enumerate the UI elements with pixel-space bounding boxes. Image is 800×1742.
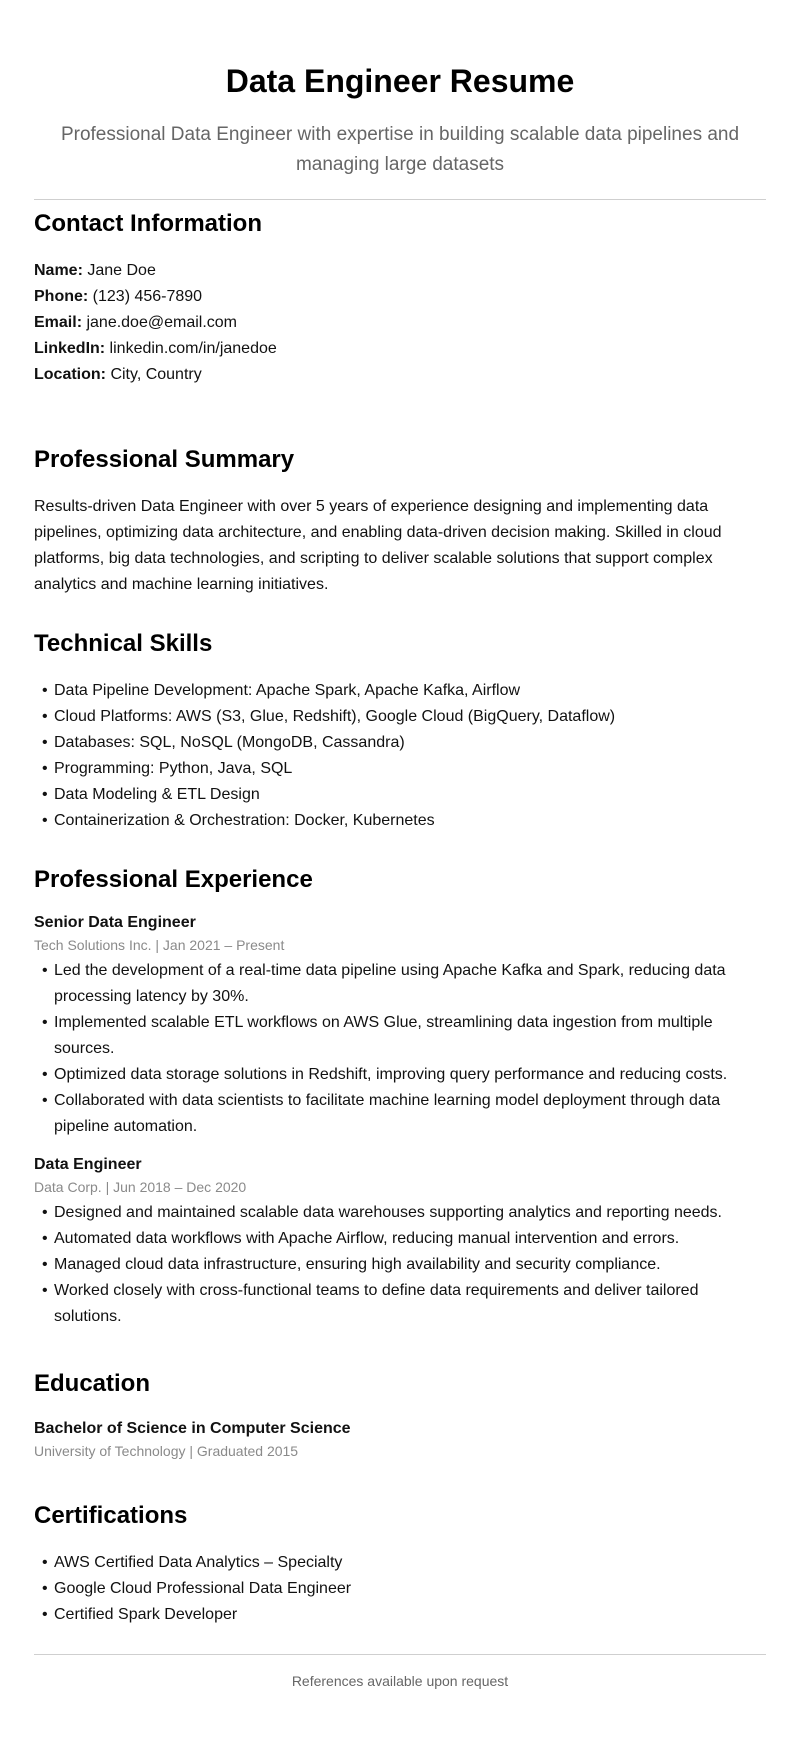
resume-footer	[34, 1654, 766, 1689]
certification-item: • Certified Spark Developer	[34, 1602, 764, 1628]
experience-heading: Professional Experience	[34, 866, 313, 893]
skill-item: • Programming: Python, Java, SQL	[34, 756, 764, 782]
contact-label: LinkedIn:	[34, 340, 106, 357]
contact-value: Jane Doe	[82, 262, 156, 279]
skills-list	[34, 678, 766, 834]
job-bullet: • Collaborated with data scientists to facilitate machine learning model deployment through data pipeline automation.	[34, 1088, 764, 1140]
skill-item: • Data Pipeline Development: Apache Spark, Apache Kafka, Airflow	[34, 678, 764, 704]
contact-value: (123) 456-7890	[88, 288, 203, 305]
skills-section	[34, 630, 766, 834]
job-meta: Data Corp. | Jun 2018 – Dec 2020	[34, 1179, 247, 1195]
contact-item-name	[34, 258, 766, 284]
summary-heading: Professional Summary	[34, 446, 295, 473]
education-section	[34, 1370, 766, 1462]
job-bullet: • Led the development of a real-time data pipeline using Apache Kafka and Spark, reducing data processing latency by 30%.	[34, 958, 764, 1010]
contact-section	[34, 210, 766, 388]
job-bullet: • Managed cloud data infrastructure, ensuring high availability and security compliance.	[34, 1252, 764, 1278]
skills-heading: Technical Skills	[34, 630, 213, 657]
job-bullet: • Automated data workflows with Apache Airflow, reducing manual intervention and errors.	[34, 1226, 764, 1252]
certification-item: • Google Cloud Professional Data Engineer	[34, 1576, 764, 1602]
education-meta: University of Technology | Graduated 2015	[34, 1443, 299, 1459]
summary-text: Results-driven Data Engineer with over 5 years of experience designing and implementing data pipelines, optimizing data architecture, and enabling data-driven decision making. Skilled in cloud platforms, big data technologies, and scripting to deliver scalable solutions that support complex analytics and machine learning initiatives.	[34, 498, 722, 593]
page-subtitle: Professional Data Engineer with expertise in building scalable data pipelines and managing large datasets	[60, 124, 740, 175]
certifications-list	[34, 1550, 766, 1628]
education-heading: Education	[34, 1370, 151, 1397]
header-divider	[34, 199, 766, 200]
page-title: Data Engineer Resume	[225, 63, 575, 99]
contact-heading: Contact Information	[34, 210, 262, 237]
certification-item: • AWS Certified Data Analytics – Specialty	[34, 1550, 764, 1576]
contact-item-linkedin	[34, 336, 766, 362]
experience-section	[34, 866, 766, 1330]
degree-title: Bachelor of Science in Computer Science	[34, 1420, 351, 1437]
footer-divider	[34, 1654, 766, 1655]
certifications-heading: Certifications	[34, 1502, 188, 1529]
skill-item: • Databases: SQL, NoSQL (MongoDB, Cassandra)	[34, 730, 764, 756]
resume-header	[34, 0, 766, 180]
job-bullets	[34, 1200, 766, 1330]
job-title: Data Engineer	[34, 1156, 142, 1173]
skill-item: • Cloud Platforms: AWS (S3, Glue, Redshift), Google Cloud (BigQuery, Dataflow)	[34, 704, 764, 730]
job-bullet: • Optimized data storage solutions in Redshift, improving query performance and reducing costs.	[34, 1062, 764, 1088]
skill-item: • Containerization & Orchestration: Docker, Kubernetes	[34, 808, 764, 834]
contact-label: Name:	[34, 262, 83, 279]
job-bullet: • Worked closely with cross-functional teams to define data requirements and deliver tailored solutions.	[34, 1278, 764, 1330]
contact-label: Location:	[34, 366, 106, 383]
contact-value: linkedin.com/in/janedoe	[105, 340, 277, 357]
contact-item-location	[34, 362, 766, 388]
contact-label: Phone:	[34, 288, 89, 305]
job-bullet: • Designed and maintained scalable data warehouses supporting analytics and reporting needs.	[34, 1200, 764, 1226]
contact-label: Email:	[34, 314, 83, 331]
skill-item: • Data Modeling & ETL Design	[34, 782, 764, 808]
job-title: Senior Data Engineer	[34, 914, 196, 931]
footer-note: References available upon request	[291, 1673, 509, 1689]
contact-list	[34, 258, 766, 388]
summary-section	[34, 446, 766, 598]
job-meta: Tech Solutions Inc. | Jan 2021 – Present	[34, 937, 285, 953]
certifications-section	[34, 1502, 766, 1628]
job-bullet: • Implemented scalable ETL workflows on AWS Glue, streamlining data ingestion from multiple sources.	[34, 1010, 764, 1062]
job-entry	[34, 912, 766, 1140]
contact-value: City, Country	[106, 366, 202, 383]
job-bullets	[34, 958, 766, 1140]
contact-item-email	[34, 310, 766, 336]
contact-item-phone	[34, 284, 766, 310]
job-entry	[34, 1154, 766, 1330]
contact-value: jane.doe@email.com	[82, 314, 237, 331]
